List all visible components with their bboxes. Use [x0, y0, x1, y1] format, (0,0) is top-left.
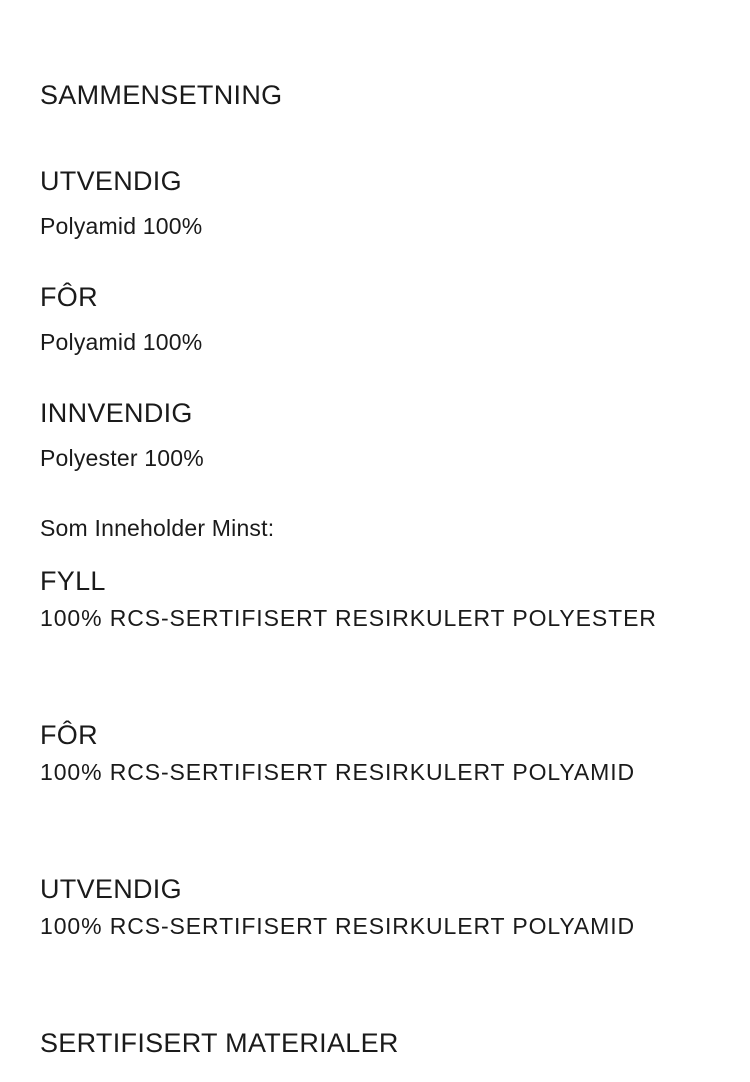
certified-materials-title: SERTIFISERT MATERIALER: [40, 1028, 399, 1058]
recycled-material-lining: 100% RCS-SERTIFISERT RESIRKULERT POLYAMID: [40, 759, 636, 785]
section-heading-lining: FÔR: [40, 282, 98, 312]
section-material-lining: Polyamid 100%: [40, 329, 203, 355]
section-heading-outer: UTVENDIG: [40, 166, 182, 196]
section-heading-inner: INNVENDIG: [40, 398, 193, 428]
section-material-outer: Polyamid 100%: [40, 213, 203, 239]
recycled-heading-lining: FÔR: [40, 720, 98, 750]
recycled-heading-outer: UTVENDIG: [40, 874, 182, 904]
composition-title: SAMMENSETNING: [40, 80, 283, 110]
recycled-heading-fill: FYLL: [40, 566, 106, 596]
contains-at-least-label: Som Inneholder Minst:: [40, 515, 275, 541]
recycled-material-outer: 100% RCS-SERTIFISERT RESIRKULERT POLYAMID: [40, 913, 636, 939]
recycled-material-fill: 100% RCS-SERTIFISERT RESIRKULERT POLYESTER: [40, 605, 657, 631]
section-material-inner: Polyester 100%: [40, 445, 204, 471]
